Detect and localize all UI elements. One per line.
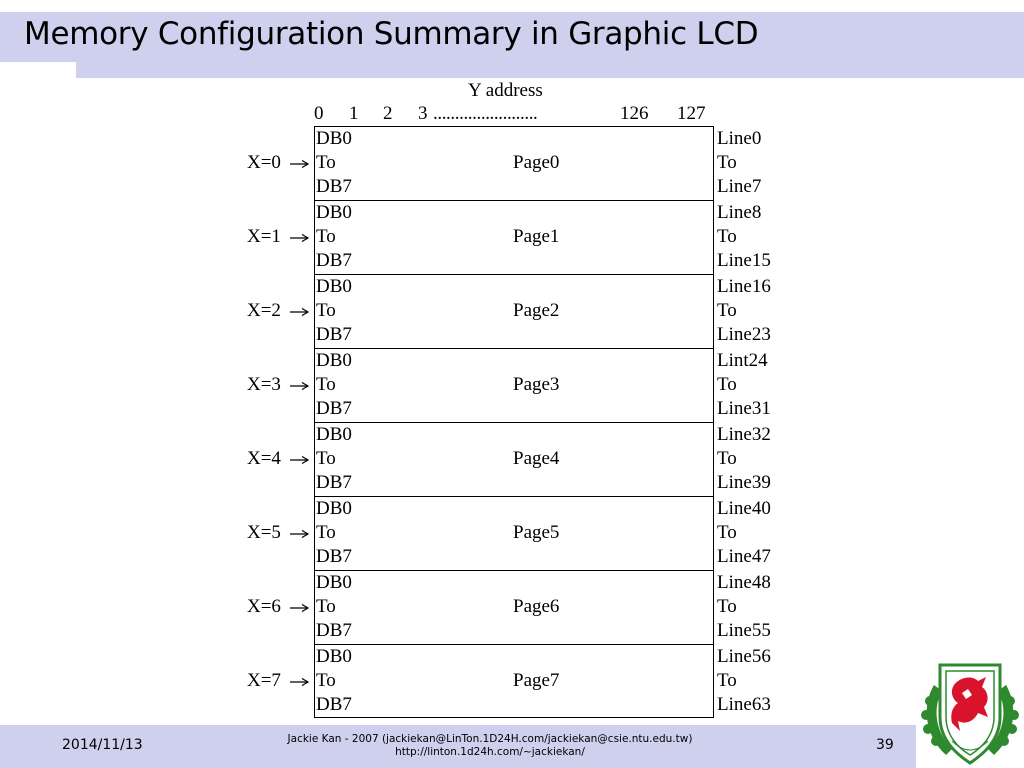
page-name: Page4	[513, 448, 560, 469]
line-end-label: Line15	[717, 250, 771, 271]
y-tick: 3	[418, 103, 428, 124]
db-end-label: DB7	[316, 398, 352, 419]
y-address-header: Y address	[468, 80, 543, 101]
right-arrow-icon	[289, 233, 309, 243]
x-address-label: X=2	[247, 300, 281, 321]
db-start-label: DB0	[316, 646, 352, 667]
line-to-label: To	[717, 596, 737, 617]
y-tick: 0	[314, 103, 324, 124]
db-end-label: DB7	[316, 620, 352, 641]
page-divider	[314, 200, 714, 201]
db-start-label: DB0	[316, 424, 352, 445]
db-start-label: DB0	[316, 276, 352, 297]
db-end-label: DB7	[316, 324, 352, 345]
line-start-label: Line40	[717, 498, 771, 519]
right-arrow-icon	[289, 455, 309, 465]
db-end-label: DB7	[316, 250, 352, 271]
line-end-label: Line63	[717, 694, 771, 715]
y-tick: 1	[349, 103, 359, 124]
db-start-label: DB0	[316, 572, 352, 593]
x-address-label: X=5	[247, 522, 281, 543]
db-end-label: DB7	[316, 472, 352, 493]
x-address-label: X=4	[247, 448, 281, 469]
line-end-label: Line39	[717, 472, 771, 493]
line-to-label: To	[717, 374, 737, 395]
line-to-label: To	[717, 226, 737, 247]
footer-credits	[230, 733, 750, 759]
y-tick-ellipsis: ........................	[433, 103, 538, 124]
right-arrow-icon	[289, 159, 309, 169]
db-end-label: DB7	[316, 694, 352, 715]
db-to-label: To	[316, 522, 336, 543]
line-start-label: Lint24	[717, 350, 768, 371]
page-divider	[314, 644, 714, 645]
line-start-label: Line56	[717, 646, 771, 667]
line-end-label: Line47	[717, 546, 771, 567]
y-tick: 126	[620, 103, 649, 124]
right-arrow-icon	[289, 529, 309, 539]
page-divider	[314, 570, 714, 571]
x-address-label: X=6	[247, 596, 281, 617]
y-tick: 2	[383, 103, 393, 124]
footer-url: http://linton.1d24h.com/~jackiekan/	[395, 746, 585, 758]
right-arrow-icon	[289, 307, 309, 317]
line-start-label: Line32	[717, 424, 771, 445]
x-address-label: X=0	[247, 152, 281, 173]
line-to-label: To	[717, 670, 737, 691]
line-end-label: Line23	[717, 324, 771, 345]
page-divider	[314, 348, 714, 349]
page-divider	[314, 496, 714, 497]
page-name: Page1	[513, 226, 560, 247]
line-end-label: Line31	[717, 398, 771, 419]
db-to-label: To	[316, 300, 336, 321]
footer-author: Jackie Kan - 2007 (jackiekan@LinTon.1D24H.com/jackiekan@csie.ntu.edu.tw)	[287, 733, 693, 745]
line-start-label: Line8	[717, 202, 762, 223]
line-start-label: Line0	[717, 128, 762, 149]
right-arrow-icon	[289, 381, 309, 391]
page-name: Page3	[513, 374, 560, 395]
right-arrow-icon	[289, 603, 309, 613]
line-to-label: To	[717, 300, 737, 321]
page-name: Page7	[513, 670, 560, 691]
page-name: Page0	[513, 152, 560, 173]
footer-date: 2014/11/13	[62, 737, 143, 753]
db-start-label: DB0	[316, 128, 352, 149]
page-name: Page2	[513, 300, 560, 321]
page-name: Page5	[513, 522, 560, 543]
db-to-label: To	[316, 448, 336, 469]
line-to-label: To	[717, 448, 737, 469]
db-to-label: To	[316, 596, 336, 617]
db-to-label: To	[316, 374, 336, 395]
line-to-label: To	[717, 522, 737, 543]
db-to-label: To	[316, 152, 336, 173]
db-end-label: DB7	[316, 176, 352, 197]
y-tick: 127	[677, 103, 706, 124]
university-crest-logo	[916, 655, 1024, 768]
db-to-label: To	[316, 226, 336, 247]
db-to-label: To	[316, 670, 336, 691]
x-address-label: X=1	[247, 226, 281, 247]
page-name: Page6	[513, 596, 560, 617]
line-to-label: To	[717, 152, 737, 173]
x-address-label: X=7	[247, 670, 281, 691]
line-end-label: Line7	[717, 176, 762, 197]
db-start-label: DB0	[316, 498, 352, 519]
db-start-label: DB0	[316, 202, 352, 223]
line-start-label: Line16	[717, 276, 771, 297]
slide-title: Memory Configuration Summary in Graphic LCD	[24, 16, 759, 52]
db-end-label: DB7	[316, 546, 352, 567]
right-arrow-icon	[289, 677, 309, 687]
line-start-label: Line48	[717, 572, 771, 593]
page-number: 39	[876, 737, 894, 753]
x-address-label: X=3	[247, 374, 281, 395]
page-divider	[314, 274, 714, 275]
db-start-label: DB0	[316, 350, 352, 371]
page-divider	[314, 422, 714, 423]
line-end-label: Line55	[717, 620, 771, 641]
